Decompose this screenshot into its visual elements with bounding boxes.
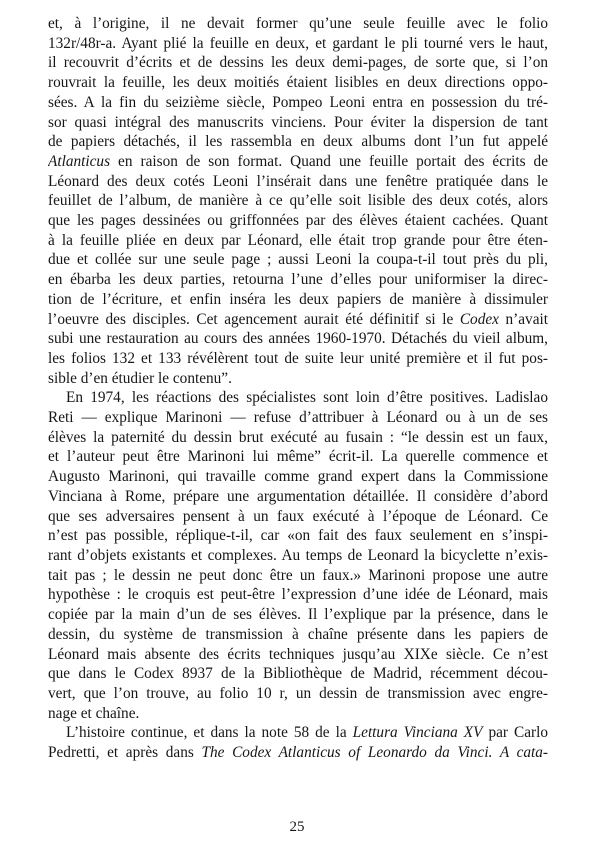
text-run: de papiers détachés, il les rassembla en deux albums dont l’un fut appelé xyxy=(48,133,548,151)
text-run: Vinciana à Rome, prépare une argumentation détaillée. Il considère d’abord xyxy=(48,487,548,505)
italic-text: Atlanticus xyxy=(48,152,111,170)
text-line xyxy=(48,172,548,192)
text-run: rant d’objets existants et complexes. Au temps de Leonard la bicyclette n’exis- xyxy=(48,546,548,564)
text-line xyxy=(48,526,548,546)
text-run: 132r/48r-a. Ayant plié la feuille en deux, et gardant le pli tourné vers le haut, xyxy=(48,34,548,52)
text-line xyxy=(48,14,548,34)
text-line xyxy=(48,723,548,743)
text-line xyxy=(48,369,548,389)
text-line xyxy=(48,487,548,507)
text-run: Léonard des deux cotés Leoni l’insérait dans une fenêtre pratiquée dans le xyxy=(48,172,548,190)
text-run: tion de l’écriture, et enfin inséra les deux papiers de manière à dissimuler xyxy=(48,290,548,308)
text-run: sor quasi intégral des manuscrits vinciens. Pour éviter la dispersion de tant xyxy=(48,113,548,131)
text-run: en ébarba les deux parties, retourna l’une d’elles pour uniformiser la direc- xyxy=(48,271,548,289)
text-line xyxy=(48,211,548,231)
text-run: il recouvrit d’écrits et de dessins les deux demi-pages, de sorte que, si l’on xyxy=(48,54,548,72)
text-line xyxy=(48,566,548,586)
text-line xyxy=(48,664,548,684)
paragraph xyxy=(48,14,548,388)
text-run: et l’auteur peut être Marinoni lui même” écrit-il. La querelle commence et xyxy=(48,448,548,466)
text-run: à la feuille pliée en deux par Léonard, elle était trop grande pour être éten- xyxy=(48,231,548,249)
text-line xyxy=(48,684,548,704)
text-line xyxy=(48,93,548,113)
text-line xyxy=(48,645,548,665)
text-run: tait pas ; le dessin ne peut donc être un faux.» Marinoni propose une autre xyxy=(48,566,548,584)
text-line xyxy=(48,113,548,133)
text-line xyxy=(48,467,548,487)
text-line xyxy=(48,625,548,645)
text-run: que les pages dessinées ou griffonnées par des élèves étaient cachées. Quant xyxy=(48,212,548,230)
text-line xyxy=(48,191,548,211)
paragraph xyxy=(48,723,548,762)
text-line xyxy=(48,290,548,310)
text-line xyxy=(48,310,548,330)
text-run: et, à l’origine, il ne devait former qu’une seule feuille avec le folio xyxy=(48,15,548,32)
text-run: Reti — explique Marinoni — refuse d’attribuer à Léonard ou à un de ses xyxy=(48,409,548,427)
text-line xyxy=(48,408,548,428)
text-line xyxy=(48,388,548,408)
text-line xyxy=(48,329,548,349)
text-line xyxy=(48,53,548,73)
text-line xyxy=(48,73,548,93)
text-run: Pedretti, et après dans xyxy=(48,744,202,762)
text-run: élèves la paternité du dessin brut exécuté au fusain : “le dessin est un faux, xyxy=(48,428,548,446)
text-run: L’histoire continue, et dans la note 58 de la xyxy=(66,724,353,742)
text-run: en raison de son format. Quand une feuille portait des écrits de xyxy=(110,152,548,170)
text-run: que dans le Codex 8937 de la Bibliothèque de Madrid, récemment décou- xyxy=(48,665,548,683)
text-run: sible d’en étudier le contenu”. xyxy=(48,369,232,387)
text-line xyxy=(48,132,548,152)
text-run: Augusto Marinoni, qui travaille comme grand expert dans la Commissione xyxy=(48,468,548,486)
text-run: rouvrait la feuille, les deux moitiés étaient lisibles en deux directions oppo- xyxy=(48,74,548,92)
page-number: 25 xyxy=(289,819,305,835)
text-run: n’est pas possible, réplique-t-il, car «on fait des faux seulement en s’inspi- xyxy=(48,527,548,545)
text-run: que ses adversaires pensent à un faux exécuté à l’époque de Léonard. Ce xyxy=(48,507,548,525)
text-run: En 1974, les réactions des spécialistes sont loin d’être positives. Ladislao xyxy=(66,389,548,407)
text-line xyxy=(48,428,548,448)
text-line xyxy=(48,152,548,172)
text-run: n’avait xyxy=(498,310,548,328)
text-line xyxy=(48,546,548,566)
text-run: dessin, du système de transmission à chaîne présente dans les papiers de xyxy=(48,625,548,643)
text-run: nage et chaîne. xyxy=(48,704,140,722)
text-run: due et collée sur une seule page ; aussi Leoni la coupa-t-il tout près du pli, xyxy=(48,251,548,269)
paragraph xyxy=(48,388,548,723)
text-run: vert, que l’on trouve, au folio 10 r, un dessin de transmission avec engre- xyxy=(48,684,548,702)
text-run: feuillet de l’album, de manière à ce qu’elle soit lisible des deux cotés, alors xyxy=(48,192,548,210)
text-run: hypothèse : le croquis est peut-être l’expression d’une idée de Léonard, mais xyxy=(48,586,548,604)
text-line xyxy=(48,605,548,625)
text-run: copiée par la main d’un de ses élèves. Il l’explique par la présence, dans le xyxy=(48,606,548,624)
italic-text: Lettura Vinciana XV xyxy=(352,724,483,742)
italic-text: Codex xyxy=(459,310,499,328)
text-run: les folios 132 et 133 révélèrent tout de suite leur unité première et il fut pos- xyxy=(48,349,548,367)
text-run: l’oeuvre des disciples. Cet agencement aurait été définitif si le xyxy=(48,310,460,328)
text-line xyxy=(48,349,548,369)
text-line xyxy=(48,743,548,763)
text-run: par Carlo xyxy=(482,724,548,742)
text-line xyxy=(48,270,548,290)
body-text xyxy=(48,14,548,763)
text-line xyxy=(48,34,548,54)
text-run: Léonard mais absente des écrits techniques jusqu’au XIXe siècle. Ce n’est xyxy=(48,645,548,663)
text-line xyxy=(48,250,548,270)
text-run: subi une restauration au cours des années 1960-1970. Détachés du vieil album, xyxy=(48,330,548,348)
text-line xyxy=(48,231,548,251)
text-line xyxy=(48,704,548,724)
italic-text: The Codex Atlanticus of Leonardo da Vinci. A cata- xyxy=(201,744,548,762)
text-line xyxy=(48,447,548,467)
text-run: sées. A la fin du seizième siècle, Pompeo Leoni entra en possession du tré- xyxy=(48,93,548,111)
text-line xyxy=(48,585,548,605)
text-line xyxy=(48,507,548,527)
